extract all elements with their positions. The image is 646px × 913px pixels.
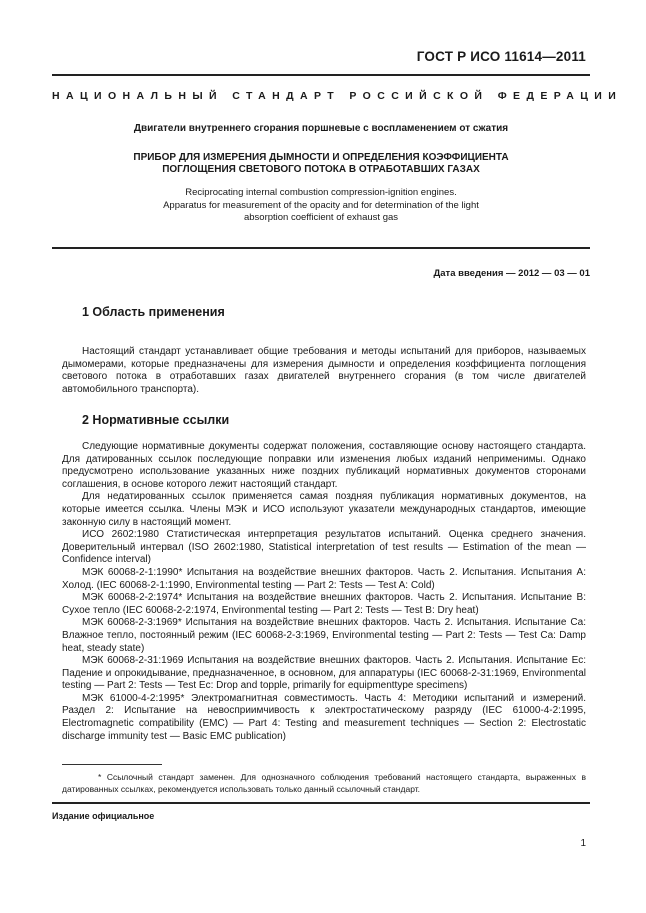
footnote-rule [62, 764, 162, 765]
reference-iec-60068-2-31: МЭК 60068-2-31:1969 Испытания на воздействие внешних факторов. Часть 2. Испытания. Испытание Ес: Падение и опрокидывание, предназначенное, в основном, для аппаратуры (IEC 60068-2-31:1969, Environmental testing — Part 2: Tests — Test Ec: Drop and topple, primarily for equipmenttype specimens) [62, 655, 586, 692]
document-number: ГОСТ Р ИСО 11614—2011 [416, 49, 586, 64]
footer-rule [52, 802, 590, 804]
title-line-1: ПРИБОР ДЛЯ ИЗМЕРЕНИЯ ДЫМНОСТИ И ОПРЕДЕЛЕНИЯ КОЭФФИЦИЕНТА [133, 152, 509, 163]
reference-iso-2602: ИСО 2602:1980 Статистическая интерпретация результатов испытаний. Оценка среднего значения. Доверительный интервал (ISO 2602:1980, Statistical interpretation of test results — Estimation of the mean — Confidence interval) [62, 529, 586, 566]
section-1-text [62, 346, 586, 396]
document-subtitle: Двигатели внутреннего сгорания поршневые с воспламенением от сжатия [133, 123, 509, 134]
english-title-line-1: Reciprocating internal combustion compression-ignition engines. [185, 187, 457, 198]
page-number: 1 [580, 838, 586, 849]
reference-iec-60068-2-1: МЭК 60068-2-1:1990* Испытания на воздействие внешних факторов. Часть 2. Испытания. Испытания А: Холод. (IEC 60068-2-1:1990, Environmental testing — Part 2: Tests — Test A: Cold) [62, 566, 586, 591]
national-standard-banner: НАЦИОНАЛЬНЫЙ СТАНДАРТ РОССИЙСКОЙ ФЕДЕРАЦИИ [52, 90, 623, 102]
footnote: * Ссылочный стандарт заменен. Для однозначного соблюдения требований настоящего стандарта, выраженных в датированных ссылках, рекомендуется использовать только данный ссылочный стандарт. [62, 772, 586, 794]
reference-iec-61000-4-2: МЭК 61000-4-2:1995* Электромагнитная совместимость. Часть 4: Методики испытаний и измерений. Раздел 2: Испытание на невосприимчивость к электростатическому разряду (IEC 61000-4-2:1995, Electromagnetic compatibility (EMC) — Part 4: Testing and measurement techniques — Section 2: Electrostatic discharge immunity test — Basic EMC publication) [62, 692, 586, 742]
header-rule [52, 74, 590, 76]
section-1-heading: 1 Область применения [82, 305, 225, 319]
section-2-heading: 2 Нормативные ссылки [82, 413, 230, 427]
english-title [52, 187, 590, 225]
reference-iec-60068-2-2: МЭК 60068-2-2:1974* Испытания на воздействие внешних факторов. Часть 2. Испытания. Испытание В: Сухое тепло (IEC 60068-2-2:1974, Environmental testing — Part 2: Tests — Test B: Dry heat) [62, 592, 586, 616]
english-title-line-3: absorption coefficient of exhaust gas [243, 212, 399, 223]
document-title [52, 152, 590, 176]
section-2-paragraph: Для недатированных ссылок применяется самая поздняя публикация нормативных документов, на которые имеется ссылка. Члены МЭК и ИСО используют указатели международных стандартов, имеющие законную силу в настоящий момент. [62, 491, 586, 528]
section-1-paragraph: Настоящий стандарт устанавливает общие требования и методы испытаний для приборов, называемых дымомерами, которые предназначены для измерения дымности и определения коэффициента поглощения светового потока в отработавших газах двигателей внутреннего сгорания (в том числе двигателей автомобильного транспорта). [62, 346, 586, 395]
section-2-text [62, 441, 586, 743]
title-rule [52, 247, 590, 249]
title-line-2: ПОГЛОЩЕНИЯ СВЕТОВОГО ПОТОКА В ОТРАБОТАВШИХ ГАЗАХ [162, 164, 480, 175]
section-2-paragraph: Следующие нормативные документы содержат положения, составляющие основу настоящего стандарта. Для датированных ссылок последующие поправки или изменения любых изданий неприменимы. Однако предусмотрено использование указанных ниже поздних публикаций нормативных документов сторонами соглашения, в основе которого лежит настоящий стандарт. [62, 441, 586, 490]
official-edition-label: Издание официальное [52, 811, 155, 821]
english-title-line-2: Apparatus for measurement of the opacity and for determination of the light [163, 199, 479, 211]
reference-iec-60068-2-3: МЭК 60068-2-3:1969* Испытания на воздействие внешних факторов. Часть 2. Испытания. Испытание Са: Влажное тепло, постоянный режим (IEC 60068-2-3:1969, Environmental testing — Part 2: Tests — Test Ca: Damp heat, steady state) [62, 617, 586, 654]
date-of-introduction: Дата введения — 2012 — 03 — 01 [433, 268, 590, 279]
